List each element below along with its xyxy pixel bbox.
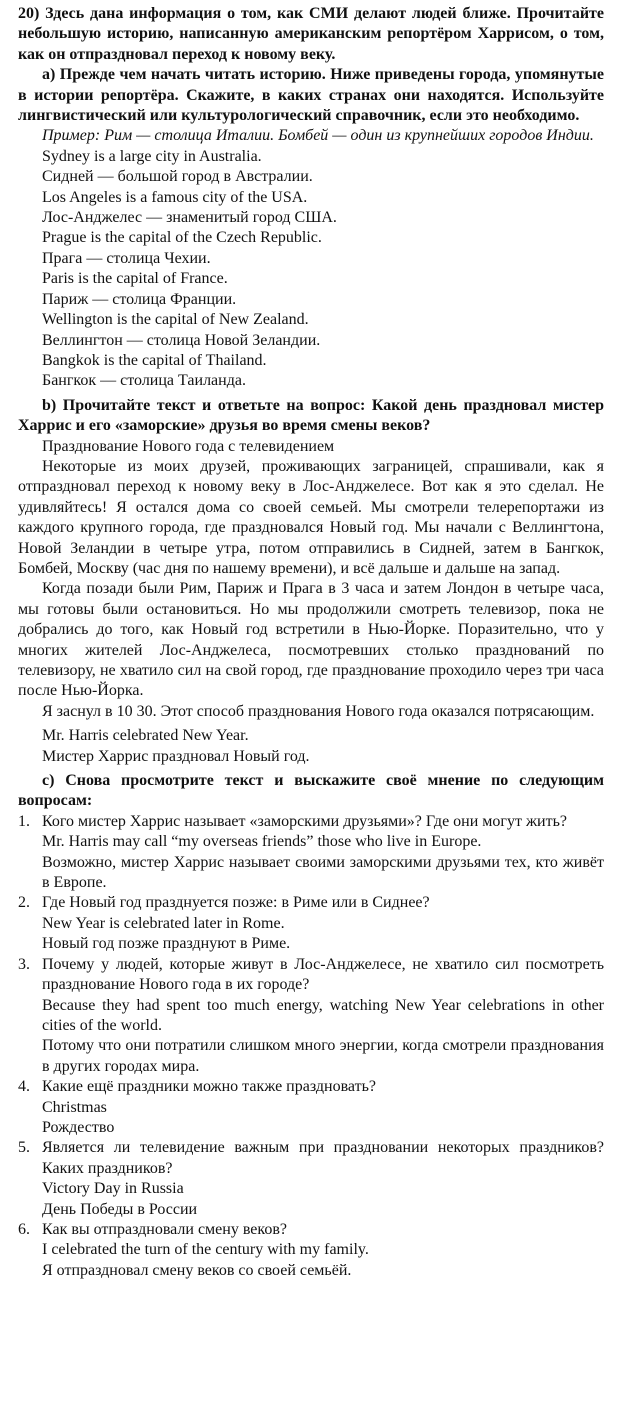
item-question: Кого мистер Харрис называет «заморскими друзьями»? Где они могут жить? [42, 812, 567, 830]
item-question: Какие ещё праздники можно также праздновать? [42, 1078, 376, 1096]
story-paragraph: Когда позади были Рим, Париж и Прага в 3 часа и затем Лондон в четыре часа, мы готовы были остановиться. Но мы продолжили смотреть телевизор, пока не добрались до того, как Новый год встретили в Нью-Йорке. Поразительно, что у многих жителей Лос-Анджелеса, посмотревших столько празднований по телевизору, не хватило сил на свой город, где празднование проходило через три часа после Нью-Йорка. [18, 580, 604, 700]
list-item [18, 1138, 604, 1220]
list-item [18, 812, 604, 894]
item-question: Почему у людей, которые живут в Лос-Анджелесе, не хватило сил посмотреть празднование Нового года в их городе? [42, 955, 604, 994]
part-a-line: Sydney is a large city in Australia. [42, 147, 262, 165]
item-number: 1. [18, 812, 30, 830]
item-answer: I celebrated the turn of the century with my family. [42, 1241, 369, 1259]
item-number: 4. [18, 1078, 30, 1096]
item-answer: New Year is celebrated later in Rome. [42, 914, 285, 932]
item-answer: Возможно, мистер Харрис называет своими заморскими друзьями тех, кто живёт в Европе. [42, 853, 604, 892]
story-paragraph: Я заснул в 10 30. Этот способ празднования Нового года оказался потрясающим. [42, 702, 595, 720]
part-c-instruction: с) Снова просмотрите текст и выскажите своё мнение по следующим вопросам: [18, 772, 604, 810]
item-answer: Victory Day in Russia [42, 1180, 184, 1198]
item-number: 5. [18, 1139, 30, 1157]
list-item [18, 955, 604, 1077]
part-a-line: Wellington is the capital of New Zealand. [42, 311, 309, 329]
item-answer: День Победы в России [42, 1200, 198, 1218]
part-b-answer: Mr. Harris celebrated New Year. [42, 727, 249, 745]
part-a-lines [18, 147, 604, 392]
part-a-line: Прага — столица Чехии. [42, 249, 211, 267]
part-b-answer: Мистер Харрис праздновал Новый год. [42, 747, 310, 765]
part-a-line: Париж — столица Франции. [42, 290, 237, 308]
part-a-line: Paris is the capital of France. [42, 270, 228, 288]
part-b-instruction: b) Прочитайте текст и ответьте на вопрос: Какой день праздновал мистер Харрис и его «заморские» друзья во время смены веков? [18, 396, 604, 435]
part-a-line: Prague is the capital of the Czech Republic. [42, 229, 322, 247]
part-a-line: Лос-Анджелес — знаменитый город США. [42, 209, 337, 227]
story-title: Празднование Нового года с телевидением [42, 437, 335, 455]
item-question: Где Новый год празднуется позже: в Риме или в Сиднее? [42, 894, 430, 912]
list-item [18, 1077, 604, 1138]
item-answer: Рождество [42, 1118, 115, 1136]
item-question: Является ли телевидение важным при праздновании некоторых праздников? Каких праздников? [42, 1139, 604, 1177]
part-a-line: Бангкок — столица Таиланда. [42, 372, 246, 390]
item-number: 3. [18, 955, 30, 973]
part-a-line: Los Angeles is a famous city of the USA. [42, 188, 308, 206]
story-paragraph: Некоторые из моих друзей, проживающих заграницей, спрашивали, как я отпраздновал переход к новому веку в Лос-Анджелесе. Вот как я это сделал. Не удивляйтесь! Я остался дома со своей семьей. Мы смотрели телерепортажи из каждого крупного города, где праздновался Новый год. Мы начали с Веллингтона, Новой Зеландии в четыре утра, потом отправились в Сидней, затем в Бангкок, Бомбей, Москву (час дня по нашему времени), и всё дальше и дальше на запад. [18, 457, 604, 577]
part-a-example: Пример: Рим — столица Италии. Бомбей — один из крупнейших городов Индии. [42, 127, 594, 145]
item-answer: Потому что они потратили слишком много энергии, когда смотрели празднования в других городах мира. [42, 1037, 604, 1075]
part-a-line: Bangkok is the capital of Thailand. [42, 351, 267, 369]
item-answer: Christmas [42, 1098, 107, 1116]
item-answer: Mr. Harris may call “my overseas friends” those who live in Europe. [42, 833, 482, 851]
item-answer: Because they had spent too much energy, watching New Year celebrations in other cities of the world. [42, 996, 604, 1034]
item-number: 6. [18, 1220, 30, 1238]
list-item [18, 893, 604, 954]
item-answer: Я отпраздновал смену веков со своей семьёй. [42, 1261, 352, 1279]
question-list [18, 812, 604, 1281]
part-a-line: Веллингтон — столица Новой Зеландии. [42, 331, 321, 349]
item-number: 2. [18, 894, 30, 912]
item-answer: Новый год позже празднуют в Риме. [42, 935, 291, 953]
part-a-line: Сидней — большой город в Австралии. [42, 168, 313, 186]
part-a-instruction: а) Прежде чем начать читать историю. Ниже приведены города, упомянутые в истории репортёра. Скажите, в каких странах они находятся. Используйте лингвистический или культурологический справочник, если это необходимо. [18, 66, 604, 125]
list-item [18, 1220, 604, 1281]
item-question: Как вы отпраздновали смену веков? [42, 1220, 288, 1238]
task-header: 20) Здесь дана информация о том, как СМИ делают людей ближе. Прочитайте небольшую историю, написанную американским репортёром Харрисом, о том, как он отпраздновал переход к новому веку. [18, 5, 604, 63]
